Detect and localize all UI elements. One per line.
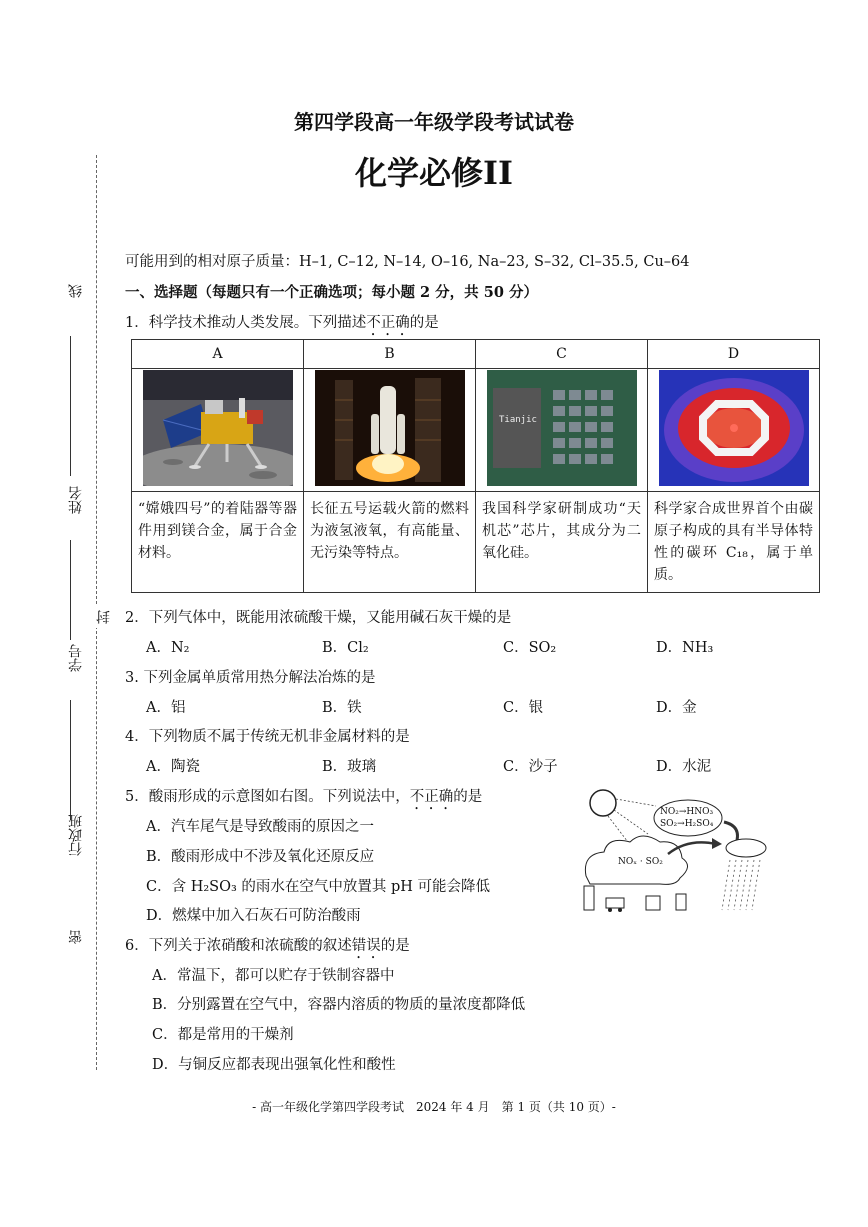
q6-option-b: B．分别露置在空气中，容器内溶质的物质的量浓度都降低 bbox=[152, 997, 526, 1013]
q4-option-b: B．玻璃 bbox=[322, 759, 377, 775]
q1-option-b-text: 长征五号运载火箭的燃料为液氢液氧，有高能量、无污染等特点。 bbox=[304, 492, 476, 593]
q2-stem: 2．下列气体中，既能用浓硫酸干燥，又能用碱石灰干燥的是 bbox=[125, 610, 512, 626]
q5-option-d: D．燃煤中加入石灰石可防治酸雨 bbox=[146, 908, 361, 924]
chip-image bbox=[476, 369, 648, 492]
q5-option-b: B．酸雨形成中不涉及氧化还原反应 bbox=[146, 849, 375, 865]
margin-seal-mark: 封 bbox=[94, 606, 114, 628]
q5-stem: 5．酸雨形成的示意图如右图。下列说法中，不正确的是 bbox=[125, 789, 483, 805]
q2-option-a: A．N₂ bbox=[146, 640, 190, 656]
name-underline bbox=[70, 336, 71, 476]
q1-stem: 1．科学技术推动人类发展。下列描述不正确的是 bbox=[125, 315, 439, 331]
q6-stem: 6．下列关于浓硝酸和浓硫酸的叙述错误的是 bbox=[125, 938, 410, 954]
reaction-so2: SO₂→H₂SO₄ bbox=[660, 819, 714, 829]
q3-option-c: C．银 bbox=[503, 700, 544, 716]
margin-class-label: 行政班 bbox=[68, 814, 84, 856]
q6-option-d: D．与铜反应都表现出强氧化性和酸性 bbox=[152, 1057, 396, 1073]
pollutant-label: NOₓ · SO₂ bbox=[618, 857, 663, 867]
q2-option-d: D．NH₃ bbox=[656, 640, 714, 656]
factory-icon bbox=[584, 886, 594, 910]
q3-stem: 3. 下列金属单质常用热分解法冶炼的是 bbox=[125, 670, 376, 686]
q6-option-c: C．都是常用的干燥剂 bbox=[152, 1027, 294, 1043]
margin-line-mark: 线 bbox=[68, 284, 84, 298]
q4-option-a: A．陶瓷 bbox=[146, 759, 200, 775]
margin-student-id-label: 学号 bbox=[68, 644, 84, 672]
rain-cloud bbox=[726, 839, 766, 857]
lunar-lander-image bbox=[132, 369, 304, 492]
rocket-launch-image bbox=[304, 369, 476, 492]
upper-cloud bbox=[654, 800, 722, 836]
q3-option-a: A．铝 bbox=[146, 700, 186, 716]
q1-option-d-text: 科学家合成世界首个由碳原子构成的具有半导体特性的碳环 C₁₈，属于单质。 bbox=[648, 492, 820, 593]
section-title: 一、选择题（每题只有一个正确选项；每小题 2 分，共 50 分） bbox=[125, 284, 538, 301]
q1-header-b: B bbox=[304, 340, 476, 369]
q3-option-d: D．金 bbox=[656, 700, 697, 716]
acid-rain-diagram bbox=[576, 786, 772, 916]
q4-option-d: D．水泥 bbox=[656, 759, 712, 775]
margin-name-label: 姓名 bbox=[68, 486, 84, 514]
house-icon bbox=[646, 896, 660, 910]
q5-option-a: A．汽车尾气是导致酸雨的原因之一 bbox=[146, 819, 374, 835]
page-footer: - 高一年级化学第四学段考试 2024 年 4 月 第 1 页（共 10 页）- bbox=[252, 1100, 616, 1114]
q1-header-a: A bbox=[132, 340, 304, 369]
subject-title: 化学必修II bbox=[355, 154, 513, 192]
student-id-underline bbox=[70, 540, 71, 640]
q2-option-b: B．Cl₂ bbox=[322, 640, 369, 656]
chip-label: Tianjic bbox=[498, 415, 537, 425]
q1-option-a-text: “嫦娥四号”的着陆器等器件用到镁合金，属于合金材料。 bbox=[132, 492, 304, 593]
q6-option-a: A．常温下，都可以贮存于铁制容器中 bbox=[152, 968, 395, 984]
atomic-masses: 可能用到的相对原子质量：H–1, C–12, N–14, O–16, Na–23, S–32, Cl–35.5, Cu–64 bbox=[125, 254, 690, 270]
car-icon bbox=[606, 898, 624, 908]
exam-title: 第四学段高一年级学段考试试卷 bbox=[294, 110, 574, 134]
q1-table bbox=[131, 339, 820, 593]
q3-option-b: B．铁 bbox=[322, 700, 362, 716]
margin-secret-mark: 密 bbox=[68, 930, 84, 944]
q2-option-c: C．SO₂ bbox=[503, 640, 557, 656]
class-underline bbox=[70, 700, 71, 820]
carbon-ring-image bbox=[648, 369, 820, 492]
q1-option-c-text: 我国科学家研制成功“天机芯”芯片，其成分为二氧化硅。 bbox=[476, 492, 648, 593]
q4-option-c: C．沙子 bbox=[503, 759, 558, 775]
q5-option-c: C．含 H₂SO₃ 的雨水在空气中放置其 pH 可能会降低 bbox=[146, 879, 491, 895]
reaction-no2: NO₂→HNO₃ bbox=[660, 807, 714, 817]
q4-stem: 4．下列物质不属于传统无机非金属材料的是 bbox=[125, 729, 410, 745]
chimney-icon bbox=[676, 894, 686, 910]
sun-icon bbox=[590, 790, 616, 816]
q1-header-c: C bbox=[476, 340, 648, 369]
q1-header-d: D bbox=[648, 340, 820, 369]
